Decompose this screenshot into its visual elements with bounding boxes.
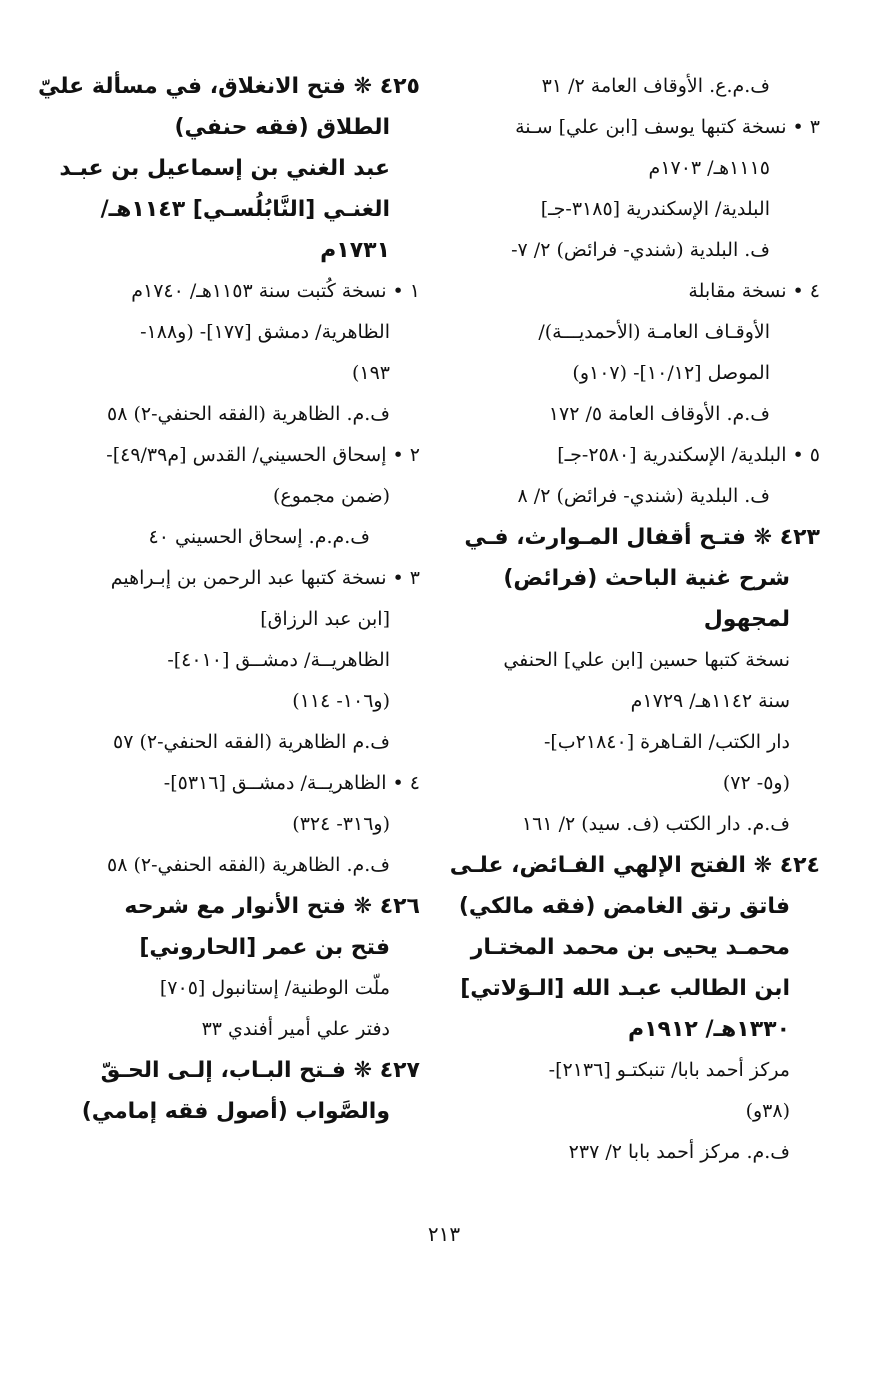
entry-line: ف.م. الظاهرية (الفقه الحنفي-٢) ٥٨ xyxy=(107,854,390,876)
right-column xyxy=(449,66,820,1173)
entry-line: الموصل [١٠/١٢]- (١٠٧و) xyxy=(572,362,770,384)
entry-line: دفتر علي أمير أفندي ٣٣ xyxy=(201,1018,390,1040)
entry-line: البلدية/ الإسكندرية [٣١٨٥-جـ] xyxy=(540,198,770,220)
entry-heading-line: ٤٢٦ ❋ فتح الأنوار مع شرحه xyxy=(124,894,420,919)
entry-line: (و٥- ٧٢) xyxy=(722,772,790,794)
entry-heading-line: الغنـي [النَّابُلُسـي] ١١٤٣هـ/ xyxy=(100,197,390,222)
entry-line: ١ • نسخة كُتبت سنة ١١٥٣هـ/ ١٧٤٠م xyxy=(131,280,420,302)
entry-line: ٥ • البلدية/ الإسكندرية [٢٥٨٠-جـ] xyxy=(557,444,820,466)
entry-heading-line: شرح غنية الباحث (فرائض) xyxy=(503,566,790,591)
entry-line: الظاهريــة/ دمشــق [٤٠١٠]- xyxy=(167,649,390,671)
entry-line: مركز أحمد بابا/ تنبكتـو [٢١٣٦]- xyxy=(548,1059,790,1081)
entry-heading-line: ٤٢٣ ❋ فتـح أقفال المـوارث، فـي xyxy=(464,525,820,550)
entry-line: ف.م الظاهرية (الفقه الحنفي-٢) ٥٧ xyxy=(113,731,390,753)
entry-heading-line: ابن الطالب عبـد الله [الـوَلاتي] xyxy=(460,976,790,1001)
entry-heading-line: عبد الغني بن إسماعيل بن عبـد xyxy=(59,156,390,181)
entry-line: ٣ • نسخة كتبها يوسف [ابن علي] سـنة xyxy=(515,116,820,138)
entry-line: (و٣١٦- ٣٢٤) xyxy=(292,813,390,835)
entry-heading-line: لمجهول xyxy=(703,607,790,632)
entry-line: (ضمن مجموع) xyxy=(272,485,390,507)
entry-heading-line: الطلاق (فقه حنفي) xyxy=(174,115,390,140)
entry-line: ١٩٣) xyxy=(351,362,390,384)
entry-line: ف.م.ع. الأوقاف العامة ٢/ ٣١ xyxy=(541,75,770,97)
entry-line: (٣٨و) xyxy=(745,1100,790,1122)
entry-line: ٤ • الظاهريــة/ دمشــق [٥٣١٦]- xyxy=(163,772,420,794)
entry-line: ف. البلدية (شندي- فرائض) ٢/ ٨ xyxy=(517,485,770,507)
entry-line: ف.م.م. إسحاق الحسيني ٤٠ xyxy=(148,526,370,548)
entry-heading-line: فاتق رتق الغامض (فقه مالكي) xyxy=(458,894,790,919)
entry-line: ف.م. دار الكتب (ف. سيد) ٢/ ١٦١ xyxy=(521,813,790,835)
entry-heading-line: محمـد يحيى بن محمد المختـار xyxy=(470,935,790,960)
left-column xyxy=(37,66,420,1132)
entry-heading-line: ٤٢٧ ❋ فـتح البـاب، إلـى الحـقّ xyxy=(100,1058,420,1083)
entry-heading-line: فتح بن عمر [الحاروني] xyxy=(139,935,390,960)
entry-line: الظاهرية/ دمشق [١٧٧]- (و١٨٨- xyxy=(140,321,390,343)
entry-line: ملّت الوطنية/ إستانبول [٧٠٥] xyxy=(159,977,390,999)
entry-line: ٣ • نسخة كتبها عبد الرحمن بن إبـراهيم xyxy=(110,567,420,589)
entry-line: ف.م. الأوقاف العامة ٥/ ١٧٢ xyxy=(548,403,770,425)
entry-line: (و١٠٦- ١١٤) xyxy=(292,690,390,712)
page-number: ٢١٣ xyxy=(427,1222,461,1246)
entry-line: دار الكتب/ القـاهرة [٢١٨٤٠ب]- xyxy=(543,731,790,753)
entry-heading-line: ٤٢٤ ❋ الفتح الإلهي الفـائض، علـى xyxy=(449,853,820,878)
entry-line: ف.م. مركز أحمد بابا ٢/ ٢٣٧ xyxy=(568,1141,790,1163)
entry-line: نسخة كتبها حسين [ابن علي] الحنفي xyxy=(503,649,790,671)
entry-heading-line: ٤٢٥ ❋ فتح الانغلاق، في مسألة عليّ xyxy=(37,74,420,99)
entry-line: ف.م. الظاهرية (الفقه الحنفي-٢) ٥٨ xyxy=(107,403,390,425)
entry-line: [ابن عبد الرزاق] xyxy=(260,608,390,630)
entry-heading-line: ١٣٣٠هـ/ ١٩١٢م xyxy=(627,1017,790,1042)
entry-line: ١١١٥هـ/ ١٧٠٣م xyxy=(648,157,770,179)
entry-line: ٤ • نسخة مقابلة xyxy=(688,280,820,302)
entry-line: الأوقـاف العامـة (الأحمديـــة)/ xyxy=(538,321,770,343)
entry-line: ف. البلدية (شندي- فرائض) ٢/ ٧- xyxy=(511,239,770,261)
entry-heading-line: ١٧٣١م xyxy=(320,238,390,263)
entry-line: ٢ • إسحاق الحسيني/ القدس [م٤٩/٣٩]- xyxy=(106,444,420,466)
entry-heading-line: والصَّواب (أصول فقه إمامي) xyxy=(81,1099,390,1124)
entry-line: سنة ١١٤٢هـ/ ١٧٢٩م xyxy=(630,690,790,712)
